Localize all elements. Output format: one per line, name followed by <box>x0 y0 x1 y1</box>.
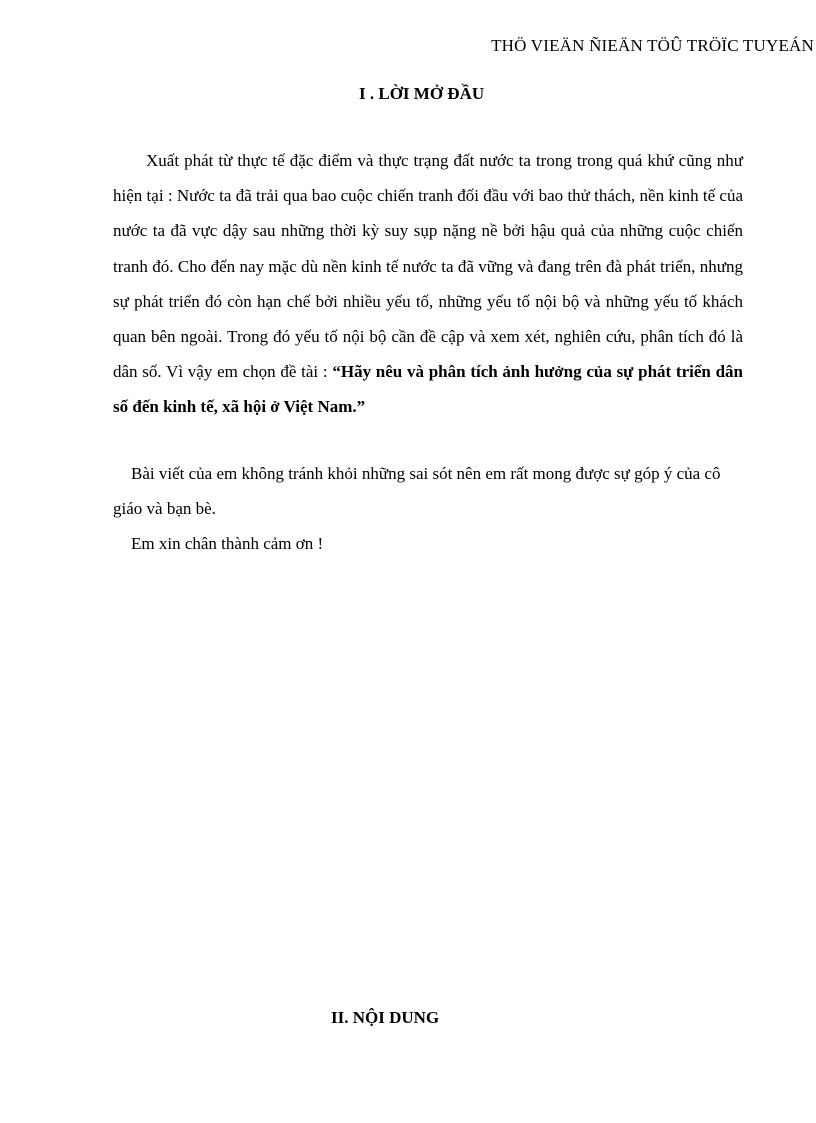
thanks-paragraph: Em xin chân thành cảm ơn ! <box>131 534 324 553</box>
topic-title: “Hãy nêu và phân tích ảnh hưởng của sự phát triển dân số đến kinh tế, xã hội ở Việt Nam.” <box>113 362 743 417</box>
library-header: THÖ VIEÄN ÑIEÄN TÖÛ TRÖÏC TUYEÁN <box>491 36 814 55</box>
topic-label: tài : <box>301 362 328 382</box>
apology-paragraph: Bài viết của em không tránh khỏi những sai sót nên em rất mong được sự góp ý của cô giáo và bạn bè. <box>113 464 721 519</box>
intro-paragraph <box>113 143 743 425</box>
content-heading: II. NỘI DUNG <box>331 1008 440 1027</box>
intro-heading: I . LỜI MỞ ĐẦU <box>359 84 485 103</box>
intro-paragraph-text: Xuất phát từ thực tế đặc điểm và thực trạng đất nước ta trong trong quá khứ cũng như hiện tại : Nước ta đã trải qua bao cuộc chiến tranh đối đầu với bao thử thách, nền kinh tế của nước ta đã vực dậy sau những thời kỳ suy sụp nặng nề bởi hậu quả của những cuộc chiến tranh đó. Cho đến nay mặc dù nền kinh tế nước ta đã vững và đang trên đà phát triển, nhưng sự phát triển đó còn hạn chế bởi nhiều yếu tố, những yếu tố nội bộ và những yếu tố khách quan bên ngoài. Trong đó yếu tố nội bộ cần đề cập và xem xét, nghiên cứu, phân tích đó là dân số. Vì vậy em chọn đề <box>113 151 743 382</box>
